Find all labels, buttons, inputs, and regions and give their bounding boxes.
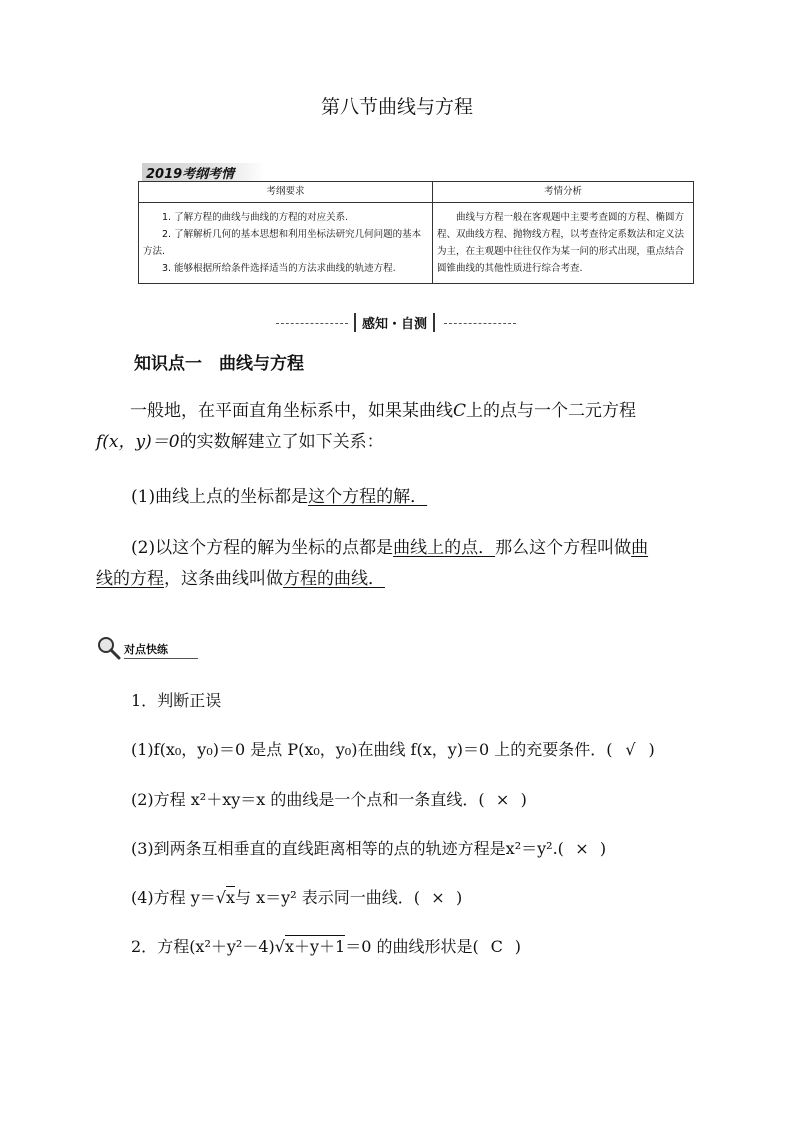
outline-req-2: 2. 了解解析几何的基本思想和利用坐标法研究几何问题的基本方法. (143, 229, 422, 257)
question-2 (131, 934, 521, 957)
rel1-num: (1) (131, 487, 156, 507)
knowledge-heading: 知识点一 曲线与方程 (134, 354, 304, 374)
divider-line-right (444, 323, 516, 324)
col1-header: 考纲要求 (139, 182, 433, 203)
rel2-answer2b: 线的方程 (96, 569, 164, 589)
rel2-text1: 以这个方程的解为坐标的点都是 (155, 538, 394, 558)
rel1-text: 曲线上点的坐标都是 (155, 487, 309, 507)
item4-close: ) (455, 888, 463, 907)
quick-practice-tag (96, 636, 196, 660)
section-label: 感知・自测 (354, 313, 435, 332)
section-divider (276, 313, 520, 333)
q2-answer: C (490, 937, 503, 956)
item-2 (131, 787, 527, 810)
item2-close: ) (520, 790, 527, 809)
outline-req-1: 1. 了解方程的曲线与曲线的方程的对应关系. (162, 212, 349, 223)
item4-answer: × (431, 888, 445, 907)
page-title: 第八节曲线与方程 (320, 96, 473, 118)
item1-close: ) (648, 740, 655, 759)
quick-practice-underline (124, 658, 198, 659)
question-1 (131, 688, 221, 711)
item4-num: (4) (131, 888, 154, 907)
outline-analysis: 曲线与方程一般在客观题中主要考查圆的方程、椭圆方程、双曲线方程、抛物线方程，以考查待定系数法和定义法为主，在主观题中往往仅作为某一问的形式出现，重点结合圆锥曲线的其他性质进行综合考查. (437, 212, 685, 274)
item1-num: (1) (131, 740, 154, 759)
intro-part2: 上的点与一个二元方程 (466, 401, 637, 421)
col2-header: 考情分析 (433, 182, 694, 203)
col2-cell (433, 203, 694, 284)
rel2-answer2a: 曲 (631, 538, 649, 558)
outline-req-3: 3. 能够根据所给条件选择适当的方法求曲线的轨迹方程. (162, 263, 396, 274)
intro-part1: 一般地，在平面直角坐标系中，如果某曲线 (130, 401, 453, 421)
col1-cell (139, 203, 433, 284)
item-1 (131, 737, 655, 760)
q1-text: 判断正误 (157, 691, 222, 710)
rel2-text2: 那么这个方程叫做 (495, 538, 632, 558)
q2-close: ) (514, 937, 521, 956)
relation-1 (131, 484, 427, 510)
rel1-answer: 这个方程的解． (308, 487, 428, 507)
q1-num: 1． (131, 691, 158, 710)
item3-text: 到两条互相垂直的直线距离相等的点的轨迹方程是x²＝y².( (153, 839, 564, 858)
rel2-text3: ，这条曲线叫做 (164, 569, 283, 589)
quick-practice-label: 对点快练 (124, 643, 168, 656)
intro-c: C (453, 401, 467, 421)
exam-outline-table (138, 181, 694, 284)
item1-text: f(x₀，y₀)＝0 是点 P(x₀，y₀)在曲线 f(x，y)＝0 上的充要条件．( (153, 740, 613, 759)
sqrt-icon: √ (274, 937, 285, 956)
intro-part3: 的实数解建立了如下关系： (179, 432, 384, 452)
q2-num: 2． (131, 937, 158, 956)
item3-close: ) (599, 839, 607, 858)
item2-answer: × (495, 790, 510, 809)
q2-pre: 方程(x²＋y²－4) (157, 937, 275, 956)
divider-line-left (276, 323, 348, 324)
item2-num: (2) (131, 790, 154, 809)
item4-post: 与 x＝y² 表示同一曲线．( (235, 888, 420, 907)
item4-radicand: x (226, 888, 236, 907)
rel2-num: (2) (131, 538, 156, 558)
item1-answer: √ (625, 740, 636, 759)
item2-text: 方程 x²＋xy＝x 的曲线是一个点和一条直线．( (153, 790, 485, 809)
item-3 (131, 836, 606, 859)
intro-paragraph (96, 397, 706, 456)
item3-answer: × (575, 839, 589, 858)
intro-fxy: f(x，y)＝0 (96, 432, 180, 452)
rel2-answer1: 曲线上的点． (393, 538, 496, 558)
item4-pre: 方程 y＝ (153, 888, 216, 907)
item3-num: (3) (131, 839, 154, 858)
q2-radicand: x＋y＋1 (284, 937, 346, 956)
rel2-answer3: 方程的曲线． (283, 569, 385, 589)
item-4 (131, 885, 462, 908)
magnifier-icon (96, 636, 122, 660)
relation-2 (96, 534, 706, 593)
outline-tag: 2019考纲考情 (142, 163, 264, 182)
q2-post: ＝0 的曲线形状是( (345, 937, 479, 956)
sqrt-icon: √ (215, 888, 227, 907)
